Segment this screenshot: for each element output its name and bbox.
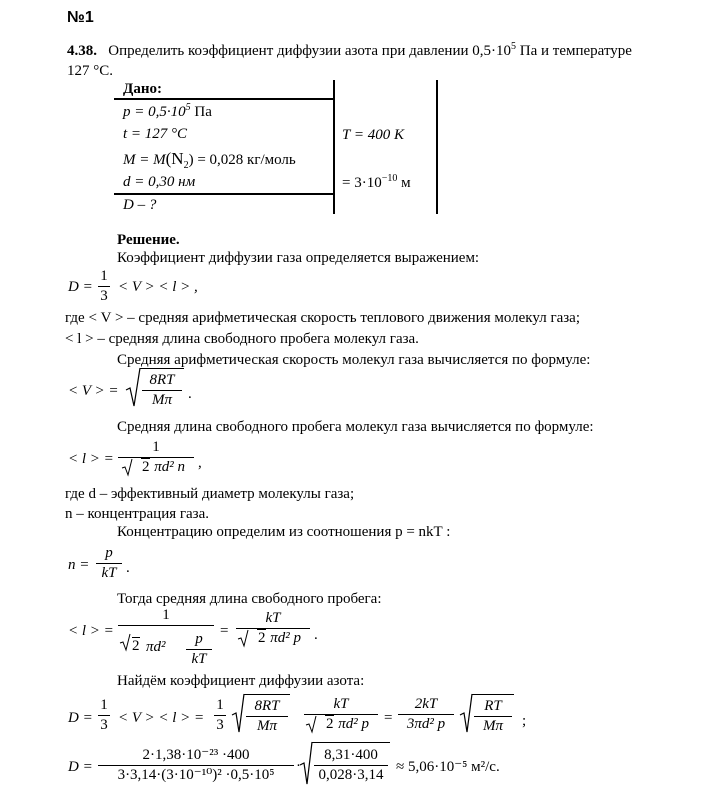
problem-statement [67,41,632,59]
f6-frac-3: 8RT Mπ [246,699,288,734]
problem-id: 4.38. [67,43,97,59]
f2-end: . [188,386,192,402]
f2-left: < V > = [68,383,119,399]
f6-end: ; [522,713,527,729]
f7-frac-1: 2·1,38·10⁻²³ ·400 3·3,14·(3·10⁻¹⁰)² ·0,5·10⁵ [98,748,294,783]
f6-radical-1-bar [244,694,290,695]
f5-eq: = [220,623,229,639]
solution-line-4: Средняя арифметическая скорость молекул газа вычисляется по формуле: [117,352,591,368]
f4-fraction: p kT [96,546,122,581]
solution-line-1: Коэффициент диффузии газа определяется выражением: [117,250,480,266]
f6-frac-6: RT Mπ [474,699,512,734]
solution-line-2: где < V > – средняя арифметическая скорость теплового движения молекул газа; [65,310,581,326]
f3-end: , [198,455,202,471]
f6-frac-5: 2kT 3πd² p [398,697,454,732]
f3-fraction: 1 2 πd² n [118,440,194,475]
solution-line-7: n – концентрация газа. [65,506,210,522]
f3-left: < l > = [68,451,114,467]
problem-text-1: Определить коэффициент диффузии азота при давлении 0,5·10 [108,43,512,59]
f5-radicand: 2 [132,638,140,654]
solution-line-5: Средняя длина свободного пробега молекул газа вычисляется по формуле: [117,419,594,435]
f2-fraction: 8RT Mπ [142,373,182,408]
f5-radical [120,634,130,650]
f5-fraction-2: kT 2 πd² p [236,611,310,646]
f6-eq: = [384,710,393,726]
f4-left: n = [68,557,90,573]
solution-title: Решение. [117,232,180,248]
f6-radical-3 [460,694,472,732]
f1-fraction: 1 3 [98,269,110,304]
f7-dot: · [296,758,301,774]
f2-radical-bar [140,368,184,369]
f7-left: D = [68,759,93,775]
given-top-rule [114,98,334,100]
f7-result: ≈ 5,06·10⁻⁵ м²/с. [396,759,500,775]
f1-right: < V > < l > , [118,279,198,295]
f6-radical-2 [306,716,316,732]
f5-fraction-1: 1 [118,608,214,626]
solution-line-9: Тогда средняя длина свободного пробега: [117,591,382,607]
f6-radical-3-bar [472,694,514,695]
solution-line-10: Найдём коэффициент диффузии азота: [117,673,365,689]
given-find: D – ? [123,197,157,213]
f2-radical [126,368,140,408]
solution-line-3: < l > – средняя длина свободного пробега молекул газа. [65,331,419,347]
f3-radical [122,459,132,475]
f6-frac-4: kT 2 πd² p [304,697,378,732]
converted-diameter: = $3\cdot 10^{-10}$ м [342,173,411,191]
f6-frac-1: 1 3 [98,698,110,733]
given-bottom-rule [114,193,334,195]
converted-temperature: T = 400 K [342,127,404,143]
given-title: Дано: [123,81,162,97]
given-molar-mass: $M = M(N_2) = 0,028$ кг/моль [123,149,296,171]
f7-frac-2: 8,31·400 0,028·3,14 [314,748,388,783]
given-right-border [436,80,438,214]
f5-radical-2 [238,630,248,646]
f6-mid: < V > < l > = [118,710,205,726]
given-diameter: d = 0,30 нм [123,174,196,190]
f5-end: . [314,627,318,643]
f4-end: . [126,560,130,576]
problem-exp: 5 [511,41,517,52]
f7-radical [300,742,312,784]
solution-line-8: Концентрацию определим из соотношения p = nkT : [117,524,451,540]
f5-den-mid: πd² [146,639,166,655]
f6-frac-2: 1 3 [214,698,226,733]
f5-inner-fraction: p kT [186,632,212,667]
given-temperature: t = 127 °C [123,126,188,142]
f1-left: D = [68,279,93,295]
f6-radical-1 [232,694,244,732]
solution-line-6: где d – эффективный диаметр молекулы газа; [65,486,355,502]
task-number: №1 [67,9,94,26]
f6-left: D = [68,710,93,726]
f5-left: < l > = [68,623,114,639]
problem-text-2: Па и температуре [516,43,632,59]
given-pressure: $p = 0,5\cdot 10^5$ Па [123,102,212,120]
problem-text-3: 127 °C. [67,63,114,79]
f7-radical-bar [312,742,390,743]
